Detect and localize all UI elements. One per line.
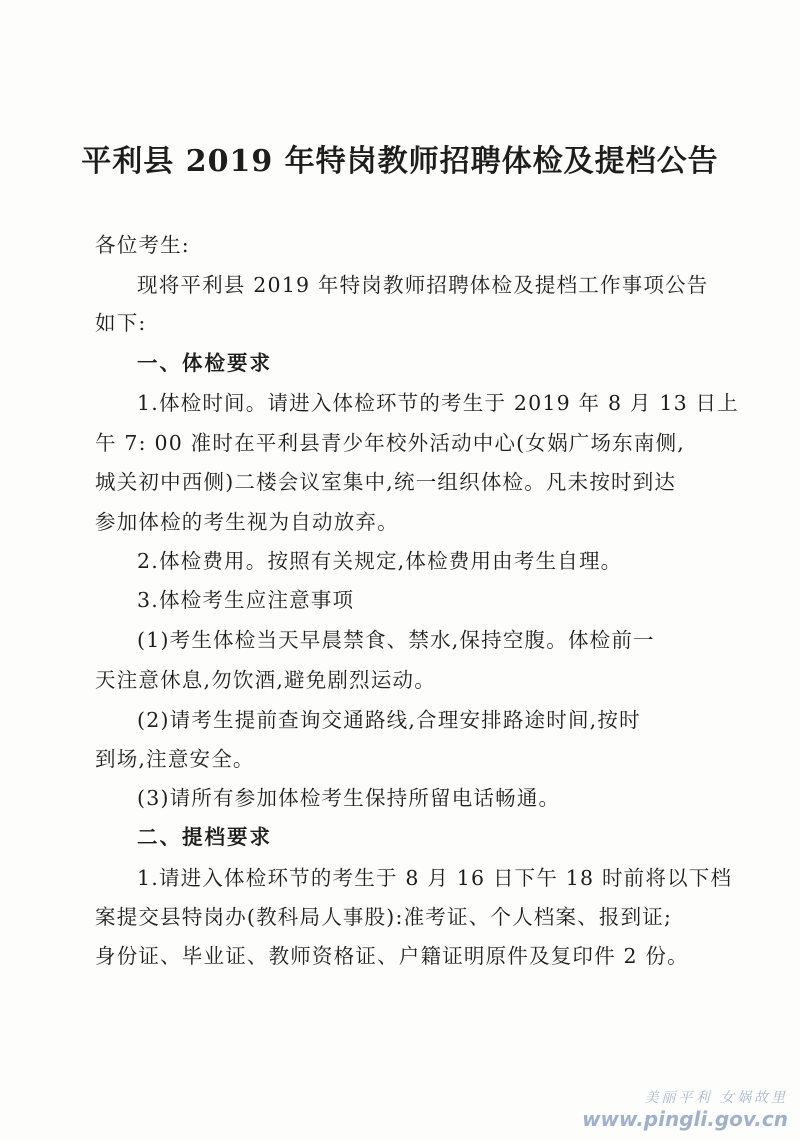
salutation: 各位考生: <box>95 233 190 257</box>
paragraph-line: 天注意休息,勿饮酒,避免剧烈运动。 <box>95 668 436 692</box>
section-heading-physical-exam: 一、体检要求 <box>137 351 272 375</box>
paragraph-line: 参加体检的考生视为自动放弃。 <box>95 510 399 534</box>
document-title: 平利县 2019 年特岗教师招聘体检及提档公告 <box>81 144 719 179</box>
paragraph-line: 3.体检考生应注意事项 <box>137 588 355 612</box>
paragraph-line: (2)请考生提前查询交通路线,合理安排路途时间,按时 <box>137 708 641 732</box>
paragraph-line: 午 7: 00 准时在平利县青少年校外活动中心(女娲广场东南侧, <box>95 431 685 455</box>
paragraph-line: 2.体检费用。按照有关规定,体检费用由考生自理。 <box>137 549 623 573</box>
watermark-slogan: 美丽平利 女娲故里 <box>644 1090 788 1106</box>
paragraph-line: 身份证、毕业证、教师资格证、户籍证明原件及复印件 2 份。 <box>95 944 689 968</box>
watermark-url: www.pingli.gov.cn <box>582 1107 788 1131</box>
intro-line-2: 如下: <box>95 311 147 335</box>
paragraph-line: 1.请进入体检环节的考生于 8 月 16 日下午 18 时前将以下档 <box>137 866 733 890</box>
intro-line-1: 现将平利县 2019 年特岗教师招聘体检及提档工作事项公告 <box>137 273 709 297</box>
paragraph-line: 1.体检时间。请进入体检环节的考生于 2019 年 8 月 13 日上 <box>137 391 739 415</box>
paragraph-line: 城关初中西侧)二楼会议室集中,统一组织体检。凡未按时到达 <box>95 470 677 494</box>
paragraph-line: 到场,注意安全。 <box>95 747 255 771</box>
paragraph-line: (3)请所有参加体检考生保持所留电话畅通。 <box>137 786 561 810</box>
paragraph-line: 案提交县特岗办(教科局人事股):准考证、个人档案、报到证; <box>95 905 673 929</box>
paragraph-line: (1)考生体检当天早晨禁食、禁水,保持空腹。体检前一 <box>137 628 655 652</box>
site-watermark <box>582 1087 788 1131</box>
section-heading-file-submission: 二、提档要求 <box>137 825 272 849</box>
